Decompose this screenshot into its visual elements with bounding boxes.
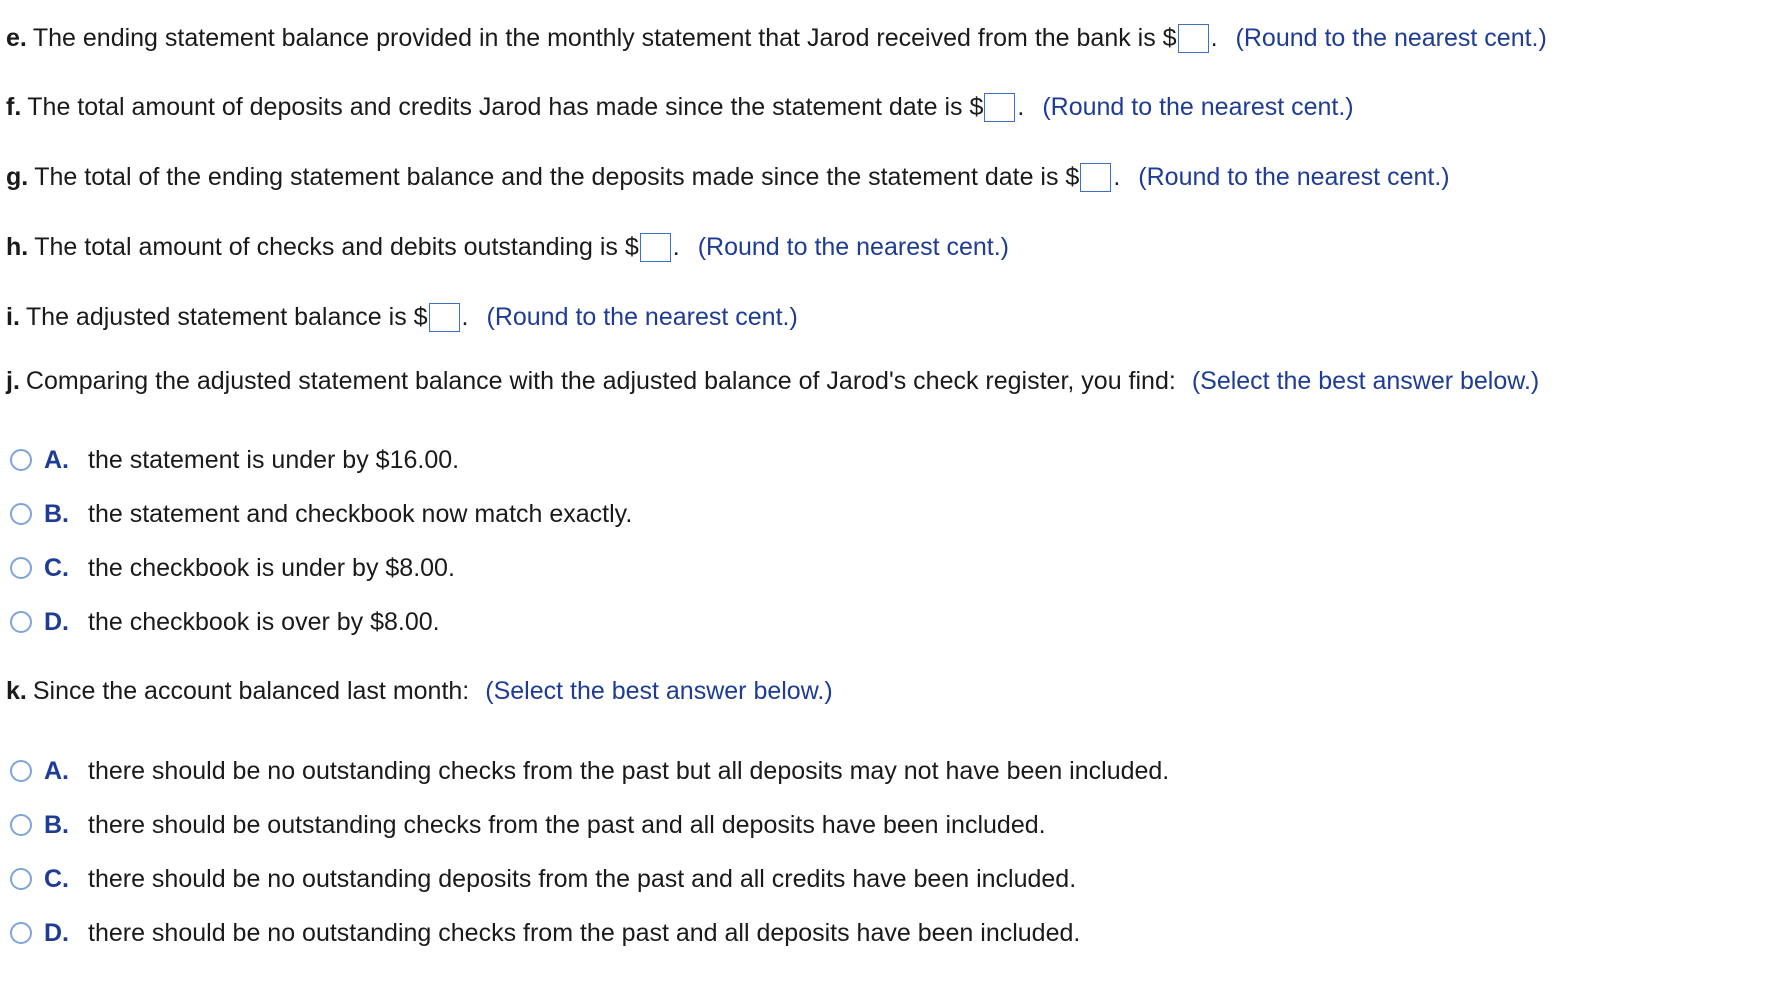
option-letter: A. (44, 756, 69, 785)
question-i (6, 301, 798, 333)
option-letter: A. (44, 445, 69, 474)
question-f-dot: . (1017, 93, 1025, 121)
question-j-hint: (Select the best answer below.) (1191, 367, 1540, 395)
question-f-letter: f. (6, 93, 22, 121)
option-text: the checkbook is over by $8.00. (88, 607, 440, 636)
question-h-dot: . (672, 233, 680, 261)
question-j-letter: j. (6, 367, 20, 395)
question-i-text: The adjusted statement balance is $ (25, 303, 428, 331)
option-letter: B. (44, 499, 69, 528)
question-k-option-c[interactable] (10, 863, 1076, 895)
question-g-text: The total of the ending statement balance and the deposits made since the statement date is $ (34, 163, 1080, 191)
radio-button[interactable] (10, 922, 32, 944)
question-k-option-d[interactable] (10, 917, 1080, 949)
question-e-text: The ending statement balance provided in the monthly statement that Jarod received from the bank is $ (32, 24, 1177, 52)
option-text: there should be no outstanding deposits from the past and all credits have been included. (88, 864, 1077, 893)
question-j-option-c[interactable] (10, 552, 455, 584)
question-i-letter: i. (6, 303, 20, 331)
radio-button[interactable] (10, 503, 32, 525)
option-letter: D. (44, 607, 69, 636)
question-g-dot: . (1113, 163, 1121, 191)
radio-button[interactable] (10, 868, 32, 890)
question-i-dot: . (461, 303, 469, 331)
question-j-text: Comparing the adjusted statement balance with the adjusted balance of Jarod's check register, you find: (25, 367, 1176, 395)
answer-input-g[interactable] (1080, 163, 1111, 192)
question-f (6, 91, 1354, 123)
option-text: the statement is under by $16.00. (88, 445, 460, 474)
option-letter: C. (44, 864, 69, 893)
option-letter: C. (44, 553, 69, 582)
question-j-option-b[interactable] (10, 498, 632, 530)
answer-input-f[interactable] (984, 93, 1015, 122)
question-e-hint: (Round to the nearest cent.) (1235, 24, 1547, 52)
question-h-letter: h. (6, 233, 29, 261)
option-text: there should be no outstanding checks from the past and all deposits have been included. (88, 918, 1081, 947)
question-h-hint: (Round to the nearest cent.) (697, 233, 1010, 261)
question-j (6, 365, 1539, 397)
question-g-hint: (Round to the nearest cent.) (1138, 163, 1450, 191)
question-e-letter: e. (6, 24, 27, 52)
option-text: the checkbook is under by $8.00. (88, 553, 455, 582)
question-g (6, 161, 1450, 193)
question-f-text: The total amount of deposits and credits Jarod has made since the statement date is $ (27, 93, 984, 121)
radio-button[interactable] (10, 557, 32, 579)
question-k-letter: k. (6, 677, 27, 705)
option-letter: D. (44, 918, 69, 947)
radio-button[interactable] (10, 760, 32, 782)
question-k-option-b[interactable] (10, 809, 1046, 841)
answer-input-e[interactable] (1178, 24, 1209, 53)
question-k-text: Since the account balanced last month: (32, 677, 470, 705)
option-text: there should be no outstanding checks from the past but all deposits may not have been included. (88, 756, 1170, 785)
question-e-dot: . (1210, 24, 1218, 52)
question-i-hint: (Round to the nearest cent.) (486, 303, 798, 331)
question-e (6, 22, 1547, 54)
radio-button[interactable] (10, 449, 32, 471)
radio-button[interactable] (10, 611, 32, 633)
question-k (6, 675, 833, 707)
question-j-option-a[interactable] (10, 444, 459, 476)
question-k-option-a[interactable] (10, 755, 1169, 787)
radio-button[interactable] (10, 814, 32, 836)
question-h-text: The total amount of checks and debits outstanding is $ (34, 233, 639, 261)
answer-input-h[interactable] (640, 233, 671, 262)
option-letter: B. (44, 810, 69, 839)
question-j-option-d[interactable] (10, 606, 440, 638)
question-f-hint: (Round to the nearest cent.) (1042, 93, 1354, 121)
question-h (6, 231, 1009, 263)
answer-input-i[interactable] (429, 303, 460, 332)
question-g-letter: g. (6, 163, 29, 191)
option-text: there should be outstanding checks from the past and all deposits have been included. (88, 810, 1046, 839)
question-k-hint: (Select the best answer below.) (485, 677, 833, 705)
option-text: the statement and checkbook now match exactly. (88, 499, 633, 528)
